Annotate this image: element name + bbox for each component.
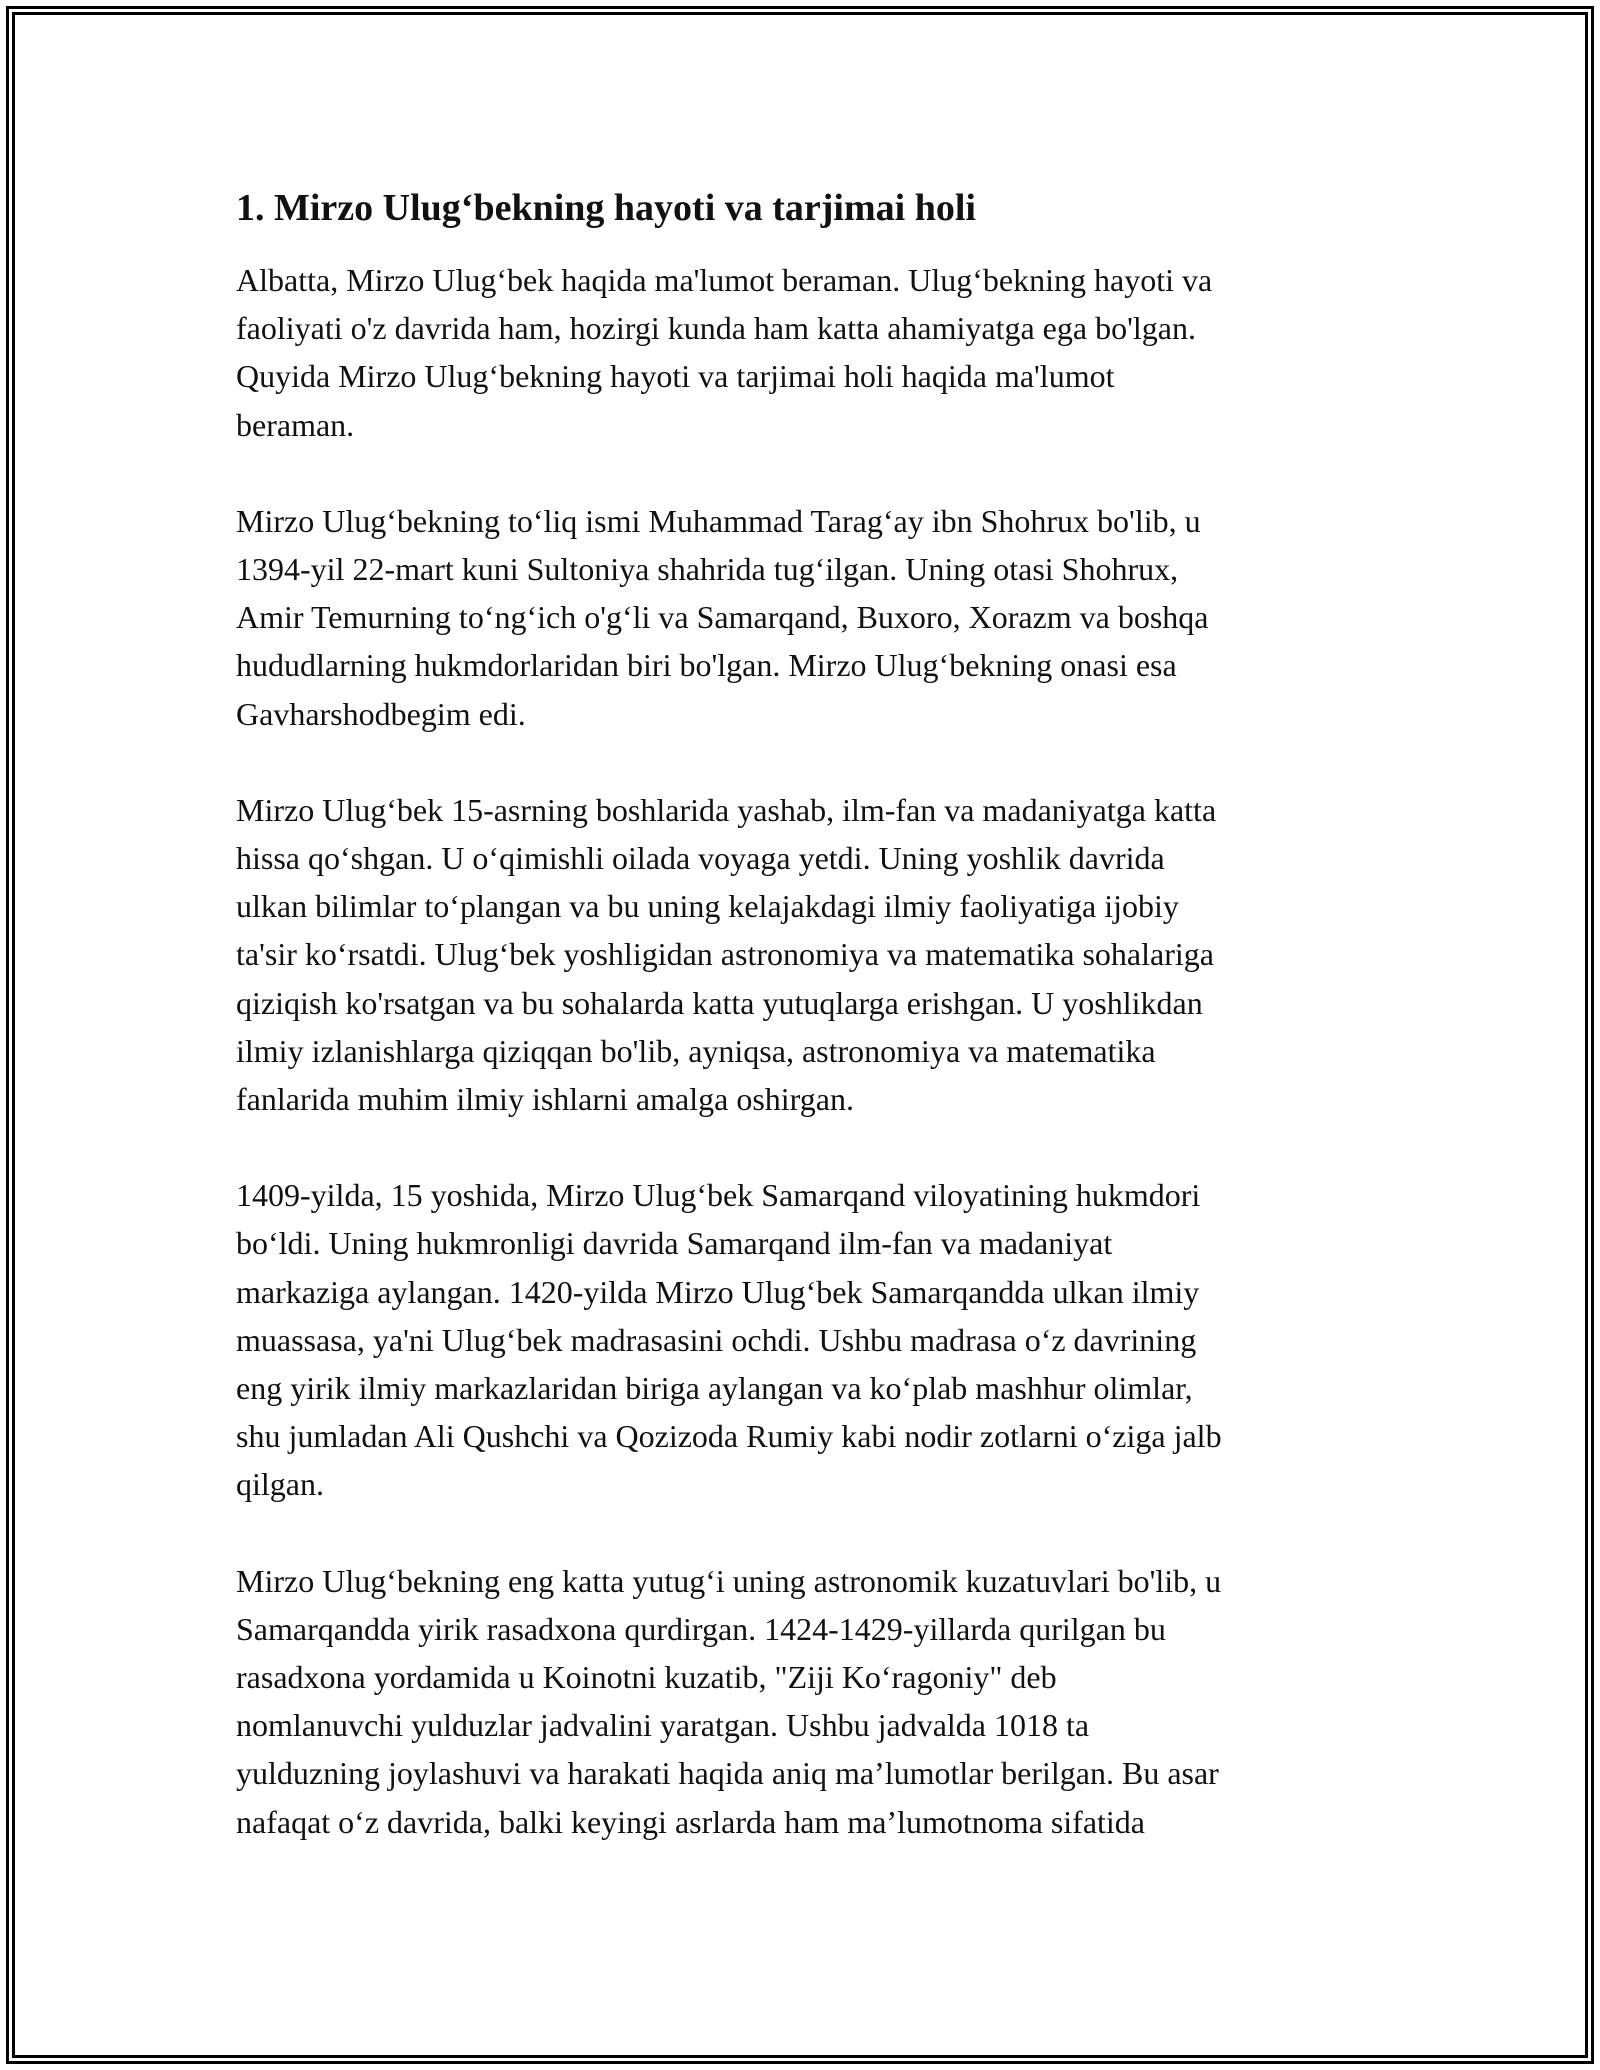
- paragraph-observatory: Mirzo Ulug‘bekning eng katta yutug‘i uning astronomik kuzatuvlari bo'lib, u Samarqandda yirik rasadxona qurdirgan. 1424-1429-yillarda qurilgan bu rasadxona yordamida u Koinotni kuzatib, "Ziji Ko‘ragoniy" deb nomlanuvchi yulduzlar jadvalini yaratgan. Ushbu jadvalda 1018 ta yulduzning joylashuvi va harakati haqida aniq ma’lumotlar berilgan. Bu asar nafaqat o‘z davrida, balki keyingi asrlarda ham ma’lumotnoma sifatida: [236, 1562, 1222, 1840]
- section-heading: 1. Mirzo Ulug‘bekning hayoti va tarjimai holi: [236, 187, 976, 229]
- paragraph-rule-madrasa: 1409-yilda, 15 yoshida, Mirzo Ulug‘bek Samarqand viloyatining hukmdori bo‘ldi. Uning hukmronligi davrida Samarqand ilm-fan va madaniyat markaziga aylangan. 1420-yilda Mirzo Ulug‘bek Samarqandda ulkan ilmiy muassasa, ya'ni Ulug‘bek madrasasini ochdi. Ushbu madrasa o‘z davrining eng yirik ilmiy markazlaridan biriga aylangan va ko‘plab mashhur olimlar, shu jumladan Ali Qushchi va Qozizoda Rumiy kabi nodir zotlarni o‘ziga jalb qilgan.: [236, 1177, 1222, 1503]
- paragraph-intro: Albatta, Mirzo Ulug‘bek haqida ma'lumot beraman. Ulug‘bekning hayoti va faoliyati o'z davrida ham, hozirgi kunda ham katta ahamiyatga ega bo'lgan. Quyida Mirzo Ulug‘bekning hayoti va tarjimai holi haqida ma'lumot beraman.: [236, 262, 1213, 443]
- document-body: [236, 184, 1376, 1894]
- paragraph-youth-education: Mirzo Ulug‘bek 15-asrning boshlarida yashab, ilm-fan va madaniyatga katta hissa qo‘shgan. U o‘qimishli oilada voyaga yetdi. Uning yoshlik davrida ulkan bilimlar to‘plangan va bu uning kelajakdagi ilmiy faoliyatiga ijobiy ta'sir ko‘rsatdi. Ulug‘bek yoshligidan astronomiya va matematika sohalariga qiziqish ko'rsatgan va bu sohalarda katta yutuqlarga erishgan. U yoshlikdan ilmiy izlanishlarga qiziqqan bo'lib, ayniqsa, astronomiya va matematika fanlarida muhim ilmiy ishlarni amalga oshirgan.: [236, 791, 1217, 1118]
- paragraph-full-name-birth: Mirzo Ulug‘bekning to‘liq ismi Muhammad Tarag‘ay ibn Shohrux bo'lib, u 1394-yil 22-mart kuni Sultoniya shahrida tug‘ilgan. Uning otasi Shohrux, Amir Temurning to‘ng‘ich o'g‘li va Samarqand, Buxoro, Xorazm va boshqa hududlarning hukmdorlaridan biri bo'lgan. Mirzo Ulug‘bekning onasi esa Gavharshodbegim edi.: [236, 502, 1209, 732]
